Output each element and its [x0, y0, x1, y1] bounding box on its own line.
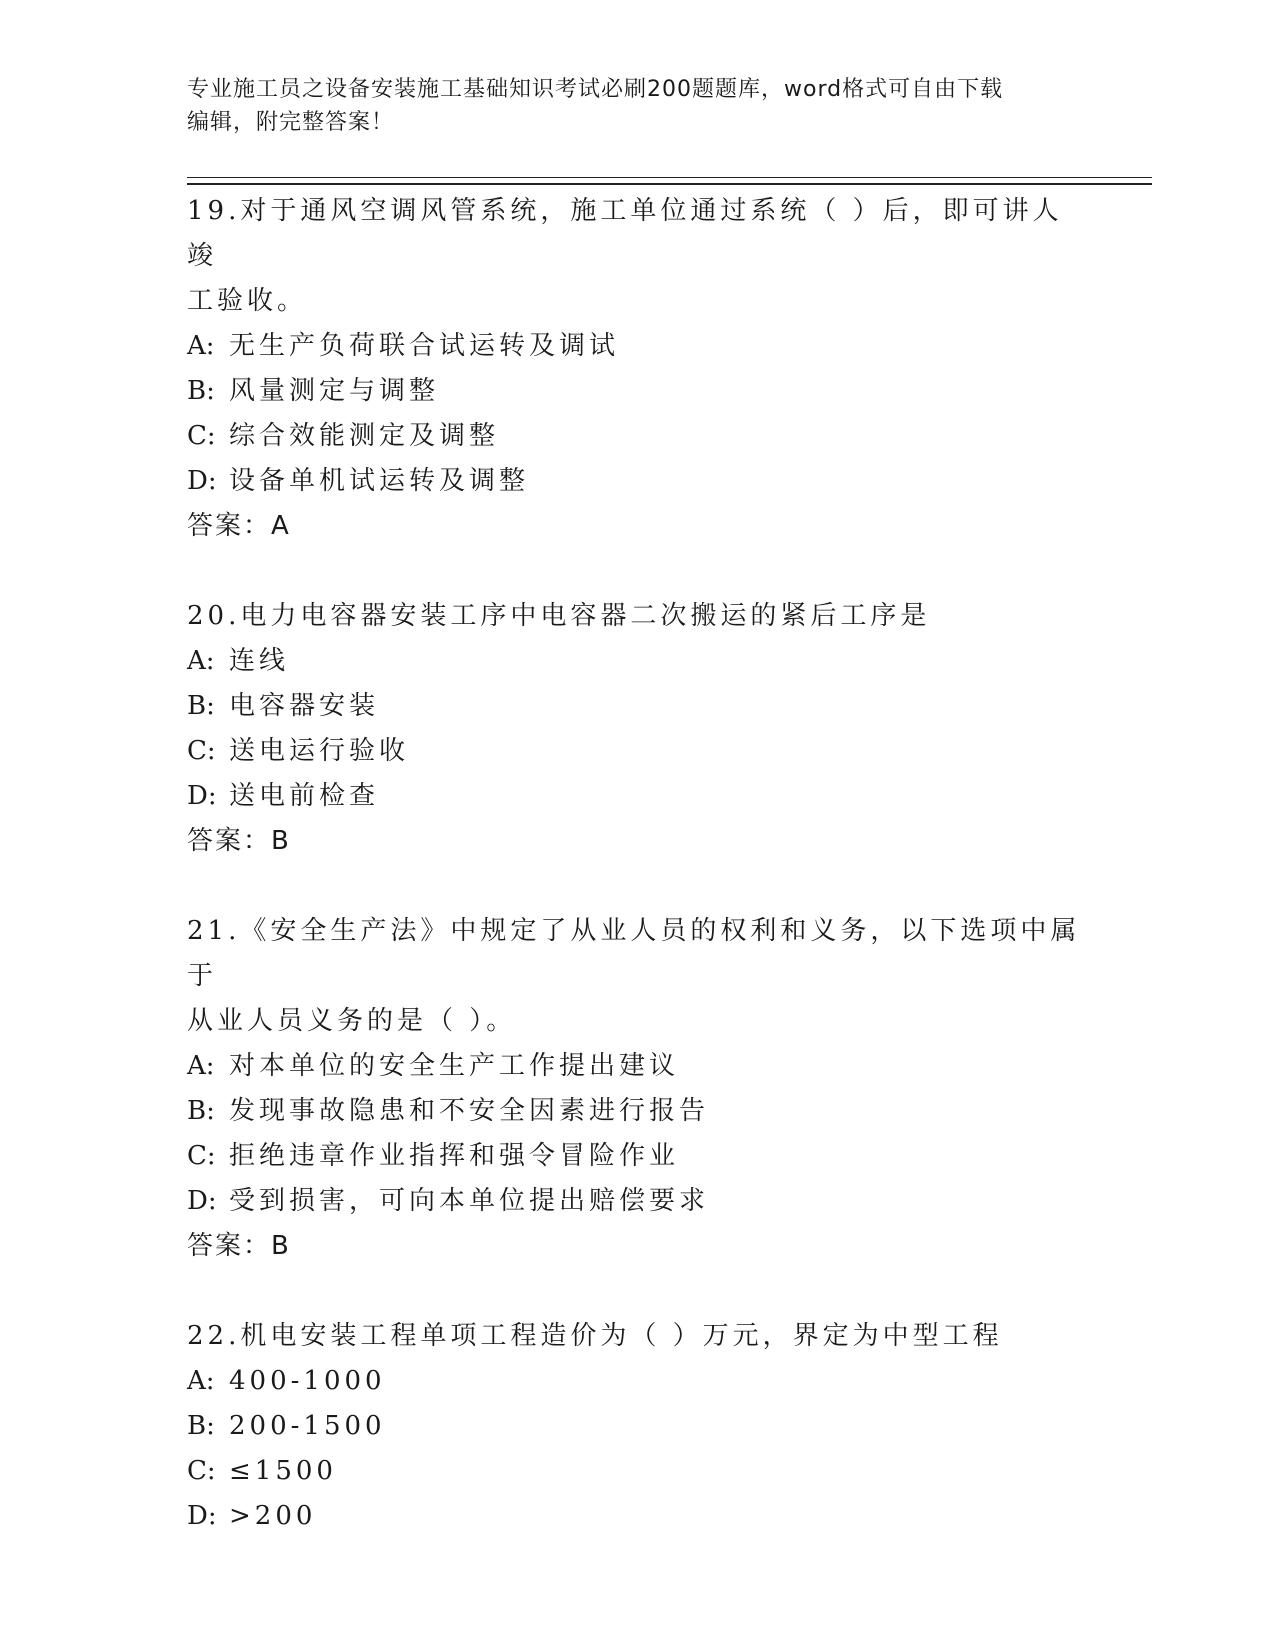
question-20: [187, 594, 1087, 864]
option-text: 对本单位的安全生产工作提出建议: [229, 1051, 680, 1081]
option-text: 送电前检查: [229, 781, 380, 811]
option-text: 400-1000: [229, 1366, 386, 1396]
option-text: 200-1500: [229, 1411, 386, 1441]
header-divider: [187, 177, 1152, 185]
option-key: A:: [187, 1051, 215, 1081]
option-text: 送电运行验收: [229, 736, 410, 766]
question-stem-line: 从业人员义务的是（ ）。: [187, 1006, 517, 1036]
header-line-1: 专业施工员之设备安装施工基础知识考试必刷200题题库，word格式可自由下载: [187, 77, 1004, 102]
option-key: B:: [187, 1411, 215, 1441]
option-text: 连线: [229, 646, 290, 676]
option-d: [187, 1494, 1087, 1539]
answer-text: 答案：B: [187, 1231, 291, 1261]
option-key: D:: [187, 466, 217, 496]
question-stem: [187, 189, 1087, 324]
option-text: 受到损害，可向本单位提出赔偿要求: [229, 1186, 710, 1216]
option-list: [187, 639, 1087, 819]
option-text: 发现事故隐患和不安全因素进行报告: [229, 1096, 710, 1126]
option-a: [187, 639, 1087, 684]
option-text: 拒绝违章作业指挥和强令冒险作业: [229, 1141, 680, 1171]
option-text: 风量测定与调整: [229, 376, 440, 406]
question-list: [187, 189, 1087, 1584]
answer-text: 答案：A: [187, 511, 291, 541]
option-key: C:: [187, 1456, 216, 1486]
question-stem: [187, 594, 1087, 639]
option-key: B:: [187, 1096, 215, 1126]
question-19: [187, 189, 1087, 549]
option-a: [187, 1044, 1087, 1089]
option-key: A:: [187, 1366, 215, 1396]
option-key: A:: [187, 331, 215, 361]
option-b: [187, 1089, 1087, 1134]
option-text: ≤1500: [229, 1456, 337, 1486]
question-stem-line: 19.对于通风空调风管系统，施工单位通过系统（ ）后，即可讲人竣: [187, 196, 1063, 271]
question-21: [187, 909, 1087, 1269]
option-c: [187, 729, 1087, 774]
option-list: [187, 1044, 1087, 1224]
option-text: 无生产负荷联合试运转及调试: [229, 331, 620, 361]
question-22: [187, 1314, 1087, 1539]
option-d: [187, 459, 1087, 504]
option-b: [187, 684, 1087, 729]
answer-text: 答案：B: [187, 826, 291, 856]
option-text: >200: [229, 1501, 317, 1531]
option-d: [187, 1179, 1087, 1224]
header-line-2: 编辑，附完整答案！: [187, 110, 395, 135]
option-text: 设备单机试运转及调整: [229, 466, 530, 496]
option-list: [187, 1359, 1087, 1539]
option-b: [187, 369, 1087, 414]
option-c: [187, 414, 1087, 459]
option-text: 综合效能测定及调整: [229, 421, 500, 451]
question-stem-line: 21.《安全生产法》中规定了从业人员的权利和义务，以下选项中属于: [187, 916, 1081, 991]
question-stem: [187, 1314, 1087, 1359]
option-key: D:: [187, 781, 217, 811]
option-key: D:: [187, 1501, 217, 1531]
option-c: [187, 1134, 1087, 1179]
option-key: C:: [187, 736, 216, 766]
option-key: C:: [187, 1141, 216, 1171]
option-c: [187, 1449, 1087, 1494]
option-text: 电容器安装: [229, 691, 380, 721]
option-key: B:: [187, 376, 215, 406]
page-header: [187, 73, 1087, 139]
option-a: [187, 1359, 1087, 1404]
option-b: [187, 1404, 1087, 1449]
option-d: [187, 774, 1087, 819]
question-stem-line: 工验收。: [187, 286, 308, 316]
option-key: D:: [187, 1186, 217, 1216]
option-list: [187, 324, 1087, 504]
question-stem: [187, 909, 1087, 1044]
option-key: A:: [187, 646, 215, 676]
question-stem-line: 22.机电安装工程单项工程造价为（ ）万元，界定为中型工程: [187, 1321, 1003, 1351]
option-key: C:: [187, 421, 216, 451]
option-key: B:: [187, 691, 215, 721]
question-stem-line: 20.电力电容器安装工序中电容器二次搬运的紧后工序是: [187, 601, 931, 631]
option-a: [187, 324, 1087, 369]
